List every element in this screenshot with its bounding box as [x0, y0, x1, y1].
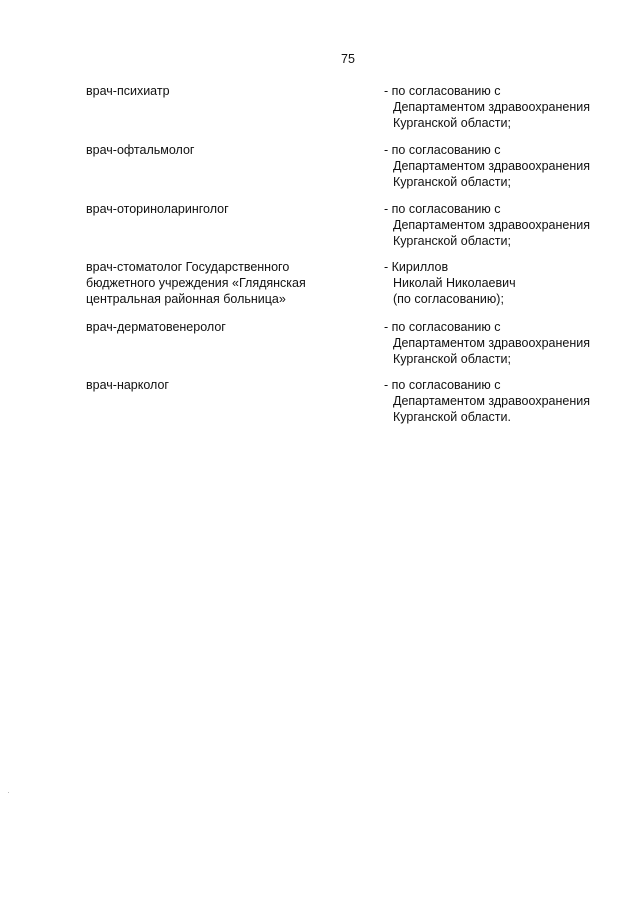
role-line: врач-психиатр: [86, 84, 170, 98]
margin-dot: [8, 792, 9, 793]
note-line: Курганской области.: [393, 410, 511, 424]
note-line: - по согласованию с: [384, 84, 501, 98]
entry-role: [86, 319, 356, 335]
note-line: Курганской области;: [393, 116, 511, 130]
entry-note: [384, 377, 629, 425]
note-line: - по согласованию с: [384, 202, 501, 216]
entry-note: [384, 259, 629, 307]
page-number: 75: [341, 52, 355, 66]
entry-note: [384, 83, 629, 131]
role-line: врач-нарколог: [86, 378, 169, 392]
entry-role: [86, 142, 356, 158]
note-line: (по согласованию);: [393, 292, 504, 306]
entry-role: [86, 377, 356, 393]
role-line: врач-офтальмолог: [86, 143, 195, 157]
entry-role: [86, 259, 356, 307]
note-line: Курганской области;: [393, 352, 511, 366]
entry-role: [86, 83, 356, 99]
entry-note: [384, 142, 629, 190]
note-line: Николай Николаевич: [393, 276, 516, 290]
entry-psychiatrist: [86, 83, 626, 142]
note-line: Департаментом здравоохранения: [393, 218, 590, 232]
note-line: - Кириллов: [384, 260, 449, 274]
note-line: - по согласованию с: [384, 320, 501, 334]
entry-role: [86, 201, 356, 217]
role-line: бюджетного учреждения «Глядянская: [86, 276, 306, 290]
note-line: Департаментом здравоохранения: [393, 336, 590, 350]
role-line: врач-дерматовенеролог: [86, 320, 226, 334]
note-line: Департаментом здравоохранения: [393, 159, 590, 173]
note-line: - по согласованию с: [384, 143, 501, 157]
entries-list: [86, 83, 626, 437]
note-line: - по согласованию с: [384, 378, 501, 392]
entry-narcologist: [86, 377, 626, 437]
entry-note: [384, 319, 629, 367]
note-line: Курганской области;: [393, 175, 511, 189]
entry-dentist: [86, 259, 626, 319]
note-line: Департаментом здравоохранения: [393, 394, 590, 408]
note-line: Департаментом здравоохранения: [393, 100, 590, 114]
role-line: врач-оториноларинголог: [86, 202, 229, 216]
entry-ophthalmologist: [86, 142, 626, 201]
entry-dermatovenereologist: [86, 319, 626, 377]
entry-note: [384, 201, 629, 249]
entry-otorhinolaryngologist: [86, 201, 626, 259]
note-line: Курганской области;: [393, 234, 511, 248]
role-line: врач-стоматолог Государственного: [86, 260, 290, 274]
role-line: центральная районная больница»: [86, 292, 286, 306]
